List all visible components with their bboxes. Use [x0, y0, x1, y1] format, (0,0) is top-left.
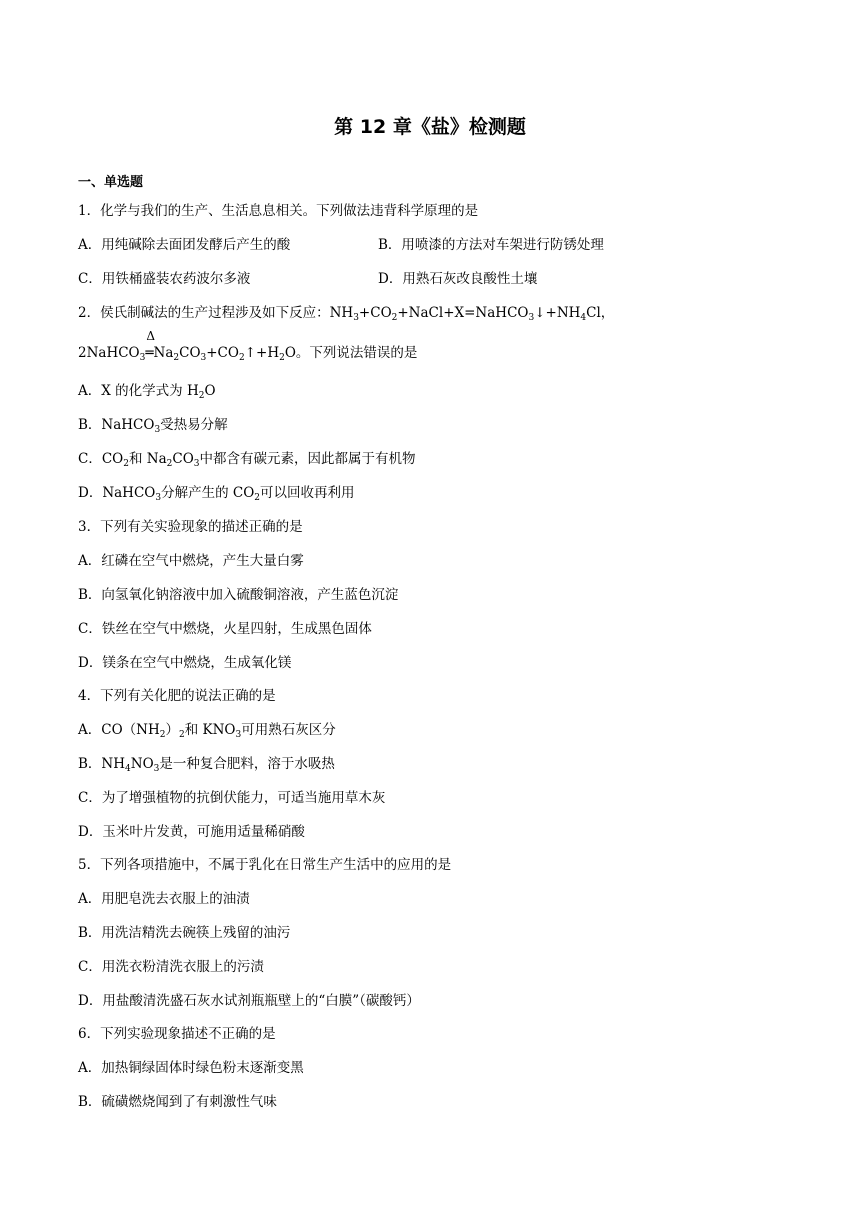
question-5-option-a: A．用肥皂洗去衣服上的油渍: [78, 891, 250, 907]
question-3-option-d: D．镁条在空气中燃烧，生成氧化镁: [78, 655, 292, 671]
question-5-stem: 5．下列各项措施中，不属于乳化在日常生产生活中的应用的是: [78, 857, 452, 873]
question-5-option-d: D．用盐酸清洗盛石灰水试剂瓶瓶壁上的“白膜”（碳酸钙）: [78, 993, 420, 1009]
question-3-stem: 3．下列有关实验现象的描述正确的是: [78, 519, 303, 535]
question-5-option-b: B．用洗洁精洗去碗筷上残留的油污: [78, 925, 291, 941]
question-6-option-b: B．硫磺燃烧闻到了有刺激性气味: [78, 1094, 277, 1110]
heat-symbol: Δ: [146, 329, 156, 343]
question-1-option-c: C．用铁桶盛装农药波尔多液: [78, 271, 251, 287]
question-4-stem: 4．下列有关化肥的说法正确的是: [78, 688, 276, 704]
question-1-option-a: A．用纯碱除去面团发酵后产生的酸: [78, 237, 291, 253]
question-1-stem: 1．化学与我们的生产、生活息息相关。下列做法违背科学原理的是: [78, 203, 479, 219]
question-2-option-d: D．NaHCO$_3$分解产生的 $CO_2$可以回收再利用: [78, 485, 355, 503]
question-2-option-a: A．X 的化学式为 $H_2O$: [78, 383, 216, 401]
question-2-option-c: C．$CO_2$和 $Na_2CO_3$中都含有碳元素，因此都属于有机物: [78, 451, 416, 469]
section-heading: 一、单选题: [78, 175, 144, 190]
question-3-option-a: A．红磷在空气中燃烧，产生大量白雾: [78, 553, 304, 569]
question-2-stem: 2．侯氏制碱法的生产过程涉及如下反应：$NH_3+CO_2+NaCl+X=NaHCO_3↓+NH_4Cl$，: [78, 305, 615, 323]
question-4-option-c: C．为了增强植物的抗倒伏能力，可适当施用草木灰: [78, 790, 386, 806]
question-4-option-d: D．玉米叶片发黄，可施用适量稀硝酸: [78, 824, 305, 840]
question-5-option-c: C．用洗衣粉清洗衣服上的污渍: [78, 959, 264, 975]
question-2-option-b: B．NaHCO$_3$受热易分解: [78, 417, 228, 435]
question-6-stem: 6．下列实验现象描述不正确的是: [78, 1026, 276, 1042]
question-2-equation: 2NaHCO$_3$ Δ $═Na_2CO_3+CO_2↑+H_2O$。下列说法错误的是: [78, 329, 418, 363]
question-1-option-b: B．用喷漆的方法对车架进行防锈处理: [378, 237, 604, 253]
page-title: 第 12 章《盐》检测题: [334, 116, 526, 138]
question-1-option-d: D．用熟石灰改良酸性土壤: [378, 271, 538, 287]
question-6-option-a: A．加热铜绿固体时绿色粉末逐渐变黑: [78, 1060, 304, 1076]
question-3-option-b: B．向氢氧化钠溶液中加入硫酸铜溶液，产生蓝色沉淀: [78, 587, 399, 603]
question-3-option-c: C．铁丝在空气中燃烧，火星四射，生成黑色固体: [78, 621, 372, 637]
question-4-option-a: A．$CO(NH_2)_2$和 $KNO_3$可用熟石灰区分: [78, 722, 336, 740]
question-4-option-b: B．$NH_4NO_3$是一种复合肥料，溶于水吸热: [78, 756, 335, 774]
